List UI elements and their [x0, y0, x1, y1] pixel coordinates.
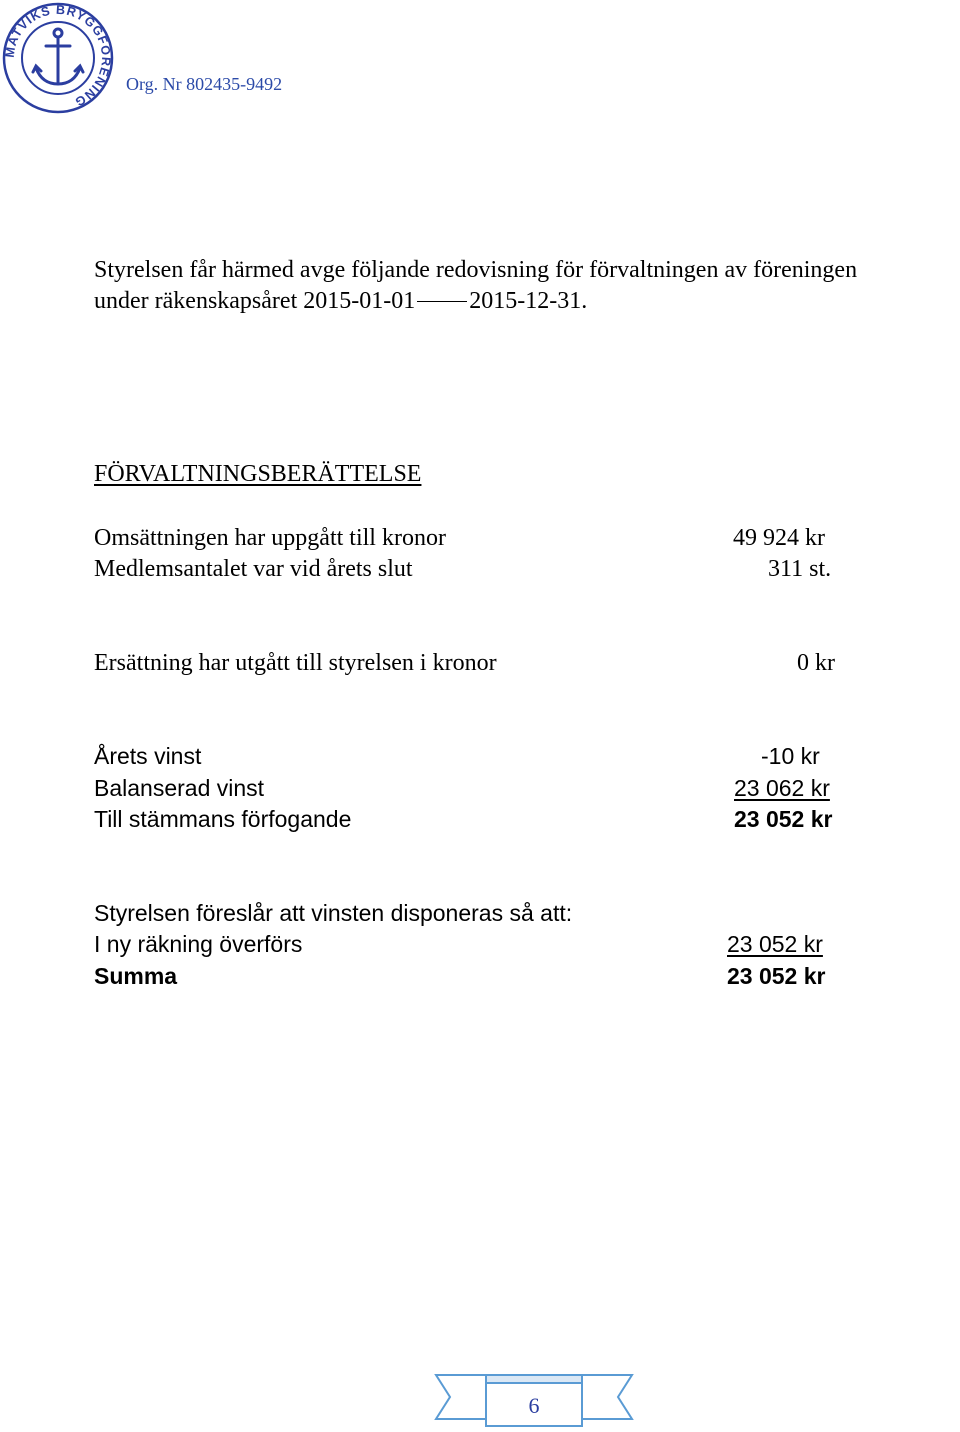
page-number: 6	[528, 1393, 540, 1418]
year-profit-value: -10 kr	[761, 743, 820, 769]
association-logo	[2, 2, 114, 114]
sum-value: 23 052 kr	[727, 963, 826, 989]
compensation-value: 0 kr	[797, 650, 835, 676]
period-start: under räkenskapsåret 2015-01-01	[94, 288, 416, 314]
revenue-value: 49 924 kr	[733, 525, 825, 551]
org-number: Org. Nr 802435-9492	[126, 74, 283, 94]
members-label: Medlemsantalet var vid årets slut	[94, 556, 413, 582]
logo-lettering: MATVIKS BRYGGFÖRENING	[2, 2, 114, 110]
period-dash	[417, 301, 467, 303]
proposal-intro: Styrelsen föreslår att vinsten disponeras så att:	[94, 900, 573, 926]
intro-line-2	[94, 289, 587, 313]
year-profit-label: Årets vinst	[94, 743, 202, 769]
members-value: 311 st.	[768, 556, 832, 582]
compensation-label: Ersättning har utgått till styrelsen i kronor	[94, 650, 497, 676]
revenue-label: Omsättningen har uppgått till kronor	[94, 525, 446, 551]
period-end: 2015-12-31.	[469, 288, 588, 314]
balanced-profit-label: Balanserad vinst	[94, 775, 265, 801]
section-heading: FÖRVALTNINGSBERÄTTELSE	[94, 461, 422, 487]
intro-line-1: Styrelsen får härmed avge följande redovisning för förvaltningen av föreningen	[94, 257, 858, 283]
sum-label: Summa	[94, 963, 178, 989]
carry-forward-label: I ny räkning överförs	[94, 931, 303, 957]
anchor-icon	[33, 29, 83, 84]
available-funds-label: Till stämmans förfogande	[94, 806, 352, 832]
carry-forward-value: 23 052 kr	[727, 931, 823, 957]
balanced-profit-value: 23 062 kr	[734, 775, 830, 801]
page-number-ribbon	[434, 1363, 634, 1427]
available-funds-value: 23 052 kr	[734, 806, 833, 832]
